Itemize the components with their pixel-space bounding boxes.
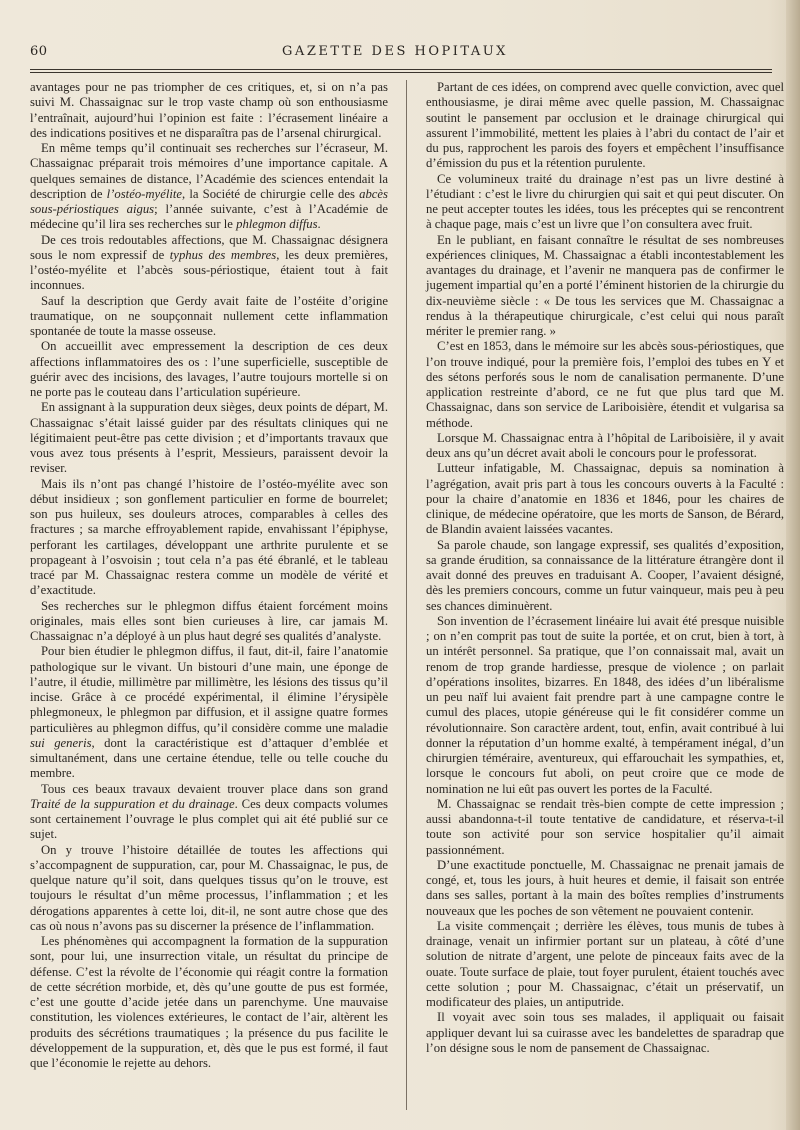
paragraph	[30, 339, 388, 400]
header-rule-thick	[30, 72, 772, 73]
page-header	[30, 44, 760, 66]
text-run: En même temps qu’il continuait ses recherches sur l’écraseur, M. Chassaignac préparait trois mémoires d’une importance capitale. A quelques semaines de distance, l’Académie des sciences entendait la description de	[30, 141, 388, 201]
text-run: . Ces deux compacts volumes sont certainement l’ouvrage le plus complet qui ait été publié sur ce sujet.	[30, 796, 388, 842]
text-run: Pour bien étudier le phlegmon diffus, il faut, dit-il, faire l’anatomie pathologique sur le vivant. Un bistouri d’une main, une éponge de l’autre, il étudie, millimètre par millimètre, les lésions des tissus qu’il incise. Grâce à ce procédé expérimental, il élimine l’érysipèle phlegmoneux, le phlegmon par diffusion, et il assigne quatre formes particulières au phlegmon diffus, qu’il considère comme une maladie	[30, 644, 388, 735]
text-run: C’est en 1853, dans le mémoire sur les abcès sous-périostiques, que l’on trouve indiqué, pour la première fois, l’emploi des tubes en Y et des sétons perforés sous le nom de canalisation permanente. D’une application restreinte d’abord, ce ne fut que plus tard que M. Chassaignac, dans son service de Lariboisière, étendit et vulgarisa sa méthode.	[426, 339, 784, 430]
paragraph	[30, 141, 388, 233]
text-run: avantages pour ne pas triompher de ces critiques, et, si on n’a pas suivi M. Chassaignac sur le trop vaste champ où son enthousiasme l’entraînait, aujourd’hui l’opinion est faite : l’écrasement linéaire a des indications positives et ne disparaîtra pas de l’arsenal chirurgical.	[30, 80, 388, 140]
paragraph	[426, 858, 784, 919]
text-run: On y trouve l’histoire détaillée de toutes les affections qui s’accompagnent de suppuration, car, pour M. Chassaignac, le pus, de quelque nature qu’il soit, dans quelques tissus qu’on le trouve, est toujours le résultat d’un même processus, l’inflammation ; et les dérogations apparentes à cette loi, dit-il, ne sont autre chose que des cas où nous n’avons pas su discerner la présence de l’inflammation.	[30, 842, 388, 933]
right-column	[426, 80, 784, 1056]
text-run: En le publiant, en faisant connaître le résultat de ses nombreuses expériences cliniques, M. Chassaignac a établi incontestablement les avantages du drainage, et l’avenir ne manquera pas de confirmer le jugement impartial qu’en a porté l’éminent historien de la chirurgie du dix-neuvième siècle : « De tous les services que M. Chassaignac a rendus à la thérapeutique chirurgicale, c’est celui qui nous paraît mériter le premier rang. »	[426, 232, 784, 338]
paragraph	[30, 400, 388, 476]
text-run: Son invention de l’écrasement linéaire lui avait été presque nuisible ; on n’en comprit pas tout de suite la portée, et on crut, bien à tort, à un intérêt personnel. Sa pratique, que l’on connaissait mal, avait un renom de trop grande hardiesse, presque de violence ; on parlait d’opérations insolites, bizarres. En 1848, des idées d’un libéralisme un peu naïf lui avaient fait prendre part à une campagne contre le cumul des places, utopie généreuse qui le fit considérer comme un révolutionnaire. Son caractère ardent, tout, enfin, avait contribué à lui donner la réputation d’un homme exalté, à tempérament inégal, d’un chirurgien téméraire, aventureux, qui effarouchait les sympathies, et, lorsque le concours fut aboli, on peut croire que ce mode de nomination ne lui eût pas ouvert les portes de la Faculté.	[426, 613, 784, 796]
page-number: 60	[30, 44, 48, 59]
paragraph	[30, 843, 388, 935]
text-run: D’une exactitude ponctuelle, M. Chassaignac ne prenait jamais de congé, et, tous les jours, à huit heures et demie, il faisait son entrée dans ses salles, portant à la main des boîtes remplies d’instruments nouveaux que les poches de son vêtement ne pouvaient contenir.	[426, 857, 784, 918]
paragraph	[30, 233, 388, 294]
paragraph	[30, 80, 388, 141]
paragraph	[426, 1010, 784, 1056]
italic-text: Traité de la suppuration et du drainage	[30, 796, 235, 811]
text-run: Tous ces beaux travaux devaient trouver place dans son grand	[41, 781, 388, 796]
paragraph	[426, 461, 784, 537]
text-run: Ses recherches sur le phlegmon diffus étaient forcément moins originales, mais elles sont bien curieuses à lire, car jamais M. Chassaignac n’a déployé à un plus haut degré ses qualités d’analyste.	[30, 598, 388, 643]
text-run: Partant de ces idées, on comprend avec quelle conviction, avec quel enthousiasme, je dirai même avec quelle passion, M. Chassaignac soutint le pansement par occlusion et le drainage chirurgical qui assurent l’immobilité, mettent les plaies à l’abri du contact de l’air et du pus, rapprochent les parois des foyers et empêchent l’insuffisance d’émission du pus et la rétention purulente.	[426, 80, 784, 171]
paragraph	[30, 477, 388, 599]
italic-text: phlegmon diffus	[236, 217, 318, 232]
running-title: GAZETTE DES HOPITAUX	[282, 44, 508, 59]
left-column	[30, 80, 388, 1071]
text-run: M. Chassaignac se rendait très-bien compte de cette impression ; aussi abandonna-t-il toute tentative de candidature, et réserva-t-il toute son activité pour son service hospitalier qu’il aimait passionnément.	[426, 796, 784, 857]
text-run: Sauf la description que Gerdy avait faite de l’ostéite d’origine traumatique, on ne soupçonnait nullement cette inflammation spontanée de toute la masse osseuse.	[30, 293, 388, 338]
paragraph	[30, 644, 388, 781]
italic-text: typhus des membres	[169, 247, 277, 262]
text-run: , la Société de chirurgie celle des	[182, 186, 360, 201]
text-run: On accueillit avec empressement la description de ces deux affections inflammatoires des os : l’une superficielle, susceptible de guérir avec des incisions, des lavages, l’autre toujours mortelle si on ne porte pas le couteau dans l’articulation supérieure.	[30, 339, 388, 399]
paragraph	[30, 782, 388, 843]
paragraph	[426, 172, 784, 233]
text-run: Ce volumineux traité du drainage n’est pas un livre destiné à l’étudiant : c’est le livre du chirurgien qui sait et qui peut discuter. On ne peut accepter toutes les idées, tous les préceptes qui se rencontrent à chaque page, mais c’est un livre que l’on consultera avec fruit.	[426, 171, 784, 232]
text-run: Sa parole chaude, son langage expressif, ses qualités d’exposition, sa grande érudition, sa connaissance de la littérature étrangère dont il avait donné des preuves en traduisant A. Cooper, l’avaient désigné, dès les premiers concours, comme un futur vainqueur, mais peu à peu ses chances diminuèrent.	[426, 537, 784, 613]
italic-text: sui generis	[30, 735, 92, 750]
paragraph	[426, 339, 784, 431]
page-edge-shadow	[786, 0, 800, 1130]
paragraph	[30, 599, 388, 645]
paragraph	[426, 538, 784, 614]
article-columns	[30, 80, 784, 1120]
text-run: Mais ils n’ont pas changé l’histoire de l’ostéo-myélite avec son début insidieux ; son gonflement particulier en forme de bourrelet; son pus huileux, ses douleurs atroces, comparables à celles des fractures ; sa marche effroyablement rapide, envahissant l’épiphyse, perforant les cartilages, développant une arthrite purulente et se propageant à l’osvoisin ; tout cela n’a pas été ébranlé, et le tableau tracé par M. Chassaignac restera comme un modèle de vérité et d’exactitude.	[30, 476, 388, 598]
italic-text: l’ostéo-myélite	[106, 186, 183, 201]
text-run: En assignant à la suppuration deux sièges, deux points de départ, M. Chassaignac s’était laissé guider par des résultats cliniques qui ne légitimaient peut-être pas cette division ; et d’importants travaux que vous avez tous présents à l’esprit, Messieurs, paraissent devoir la reviser.	[30, 400, 388, 476]
column-divider	[406, 80, 407, 1110]
text-run: Lutteur infatigable, M. Chassaignac, depuis sa nomination à l’agrégation, avait pris part à tous les concours ouverts à la Faculté : pour la chaire d’anatomie en 1836 et 1846, pour les chaires de clinique, de médecine opératoire, que les morts de Sanson, de Bérard, de Blandin avaient laissées vacantes.	[426, 461, 784, 537]
paragraph	[426, 797, 784, 858]
text-run: De ces trois redoutables affections, que M. Chassaignac désignera sous le nom expressif de	[30, 232, 388, 262]
paragraph	[30, 294, 388, 340]
text-run: , dont la caractéristique est d’attaquer d’emblée et simultanément, dans une certaine étendue, telle ou telle couche du membre.	[30, 735, 388, 781]
paragraph	[426, 233, 784, 340]
paragraph	[426, 919, 784, 1011]
paragraph	[426, 614, 784, 797]
text-run: Lorsque M. Chassaignac entra à l’hôpital de Lariboisière, il y avait deux ans qu’un décret avait aboli le concours pour le professorat.	[426, 430, 784, 460]
paragraph	[30, 934, 388, 1071]
text-run: La visite commençait ; derrière les élèves, tous munis de tubes à drainage, venait un infirmier portant sur un plateau, à côté d’une solution de nitrate d’argent, une pelote de pinceaux faits avec de la ouate. Toute surface de plaie, tout foyer purulent, étaient touchés avec cette solution ; pour M. Chassaignac, c’était un préservatif, un modificateur des plaies, un antiputride.	[426, 918, 784, 1009]
text-run: , les deux premières, l’ostéo-myélite et l’abcès sous-périostique, étaient tout à fait inconnues.	[30, 247, 389, 293]
header-rule-thin	[30, 69, 772, 70]
text-run: Il voyait avec soin tous ses malades, il appliquait ou faisait appliquer devant lui sa cuirasse avec les bandelettes de sparadrap que l’on désigne sous le nom de pansement de Chassaignac.	[426, 1010, 784, 1055]
text-run: .	[317, 217, 321, 232]
text-run: ; l’année suivante, c’est à l’Académie de médecine qu’il lira ses recherches sur le	[30, 202, 389, 232]
italic-text: abcès sous-périostiques aigus	[30, 186, 388, 216]
text-run: Les phénomènes qui accompagnent la formation de la suppuration sont, pour lui, une insurrection vitale, un résultat du principe de défense. C’est la révolte de l’économie qui réagit contre la formation de cette sécrétion morbide, et, dès qu’une goutte de pus est formée, c’est une goutte d’acide jetée dans un parenchyme. Une mauvaise constitution, les violences extérieures, le contact de l’air, altèrent les produits des sécrétions traumatiques ; la présence du pus facilite le développement de la suppuration, et, dès que le pus est formé, il faut que l’économie le rejette au dehors.	[30, 934, 388, 1070]
paragraph	[426, 431, 784, 462]
paragraph	[426, 80, 784, 172]
